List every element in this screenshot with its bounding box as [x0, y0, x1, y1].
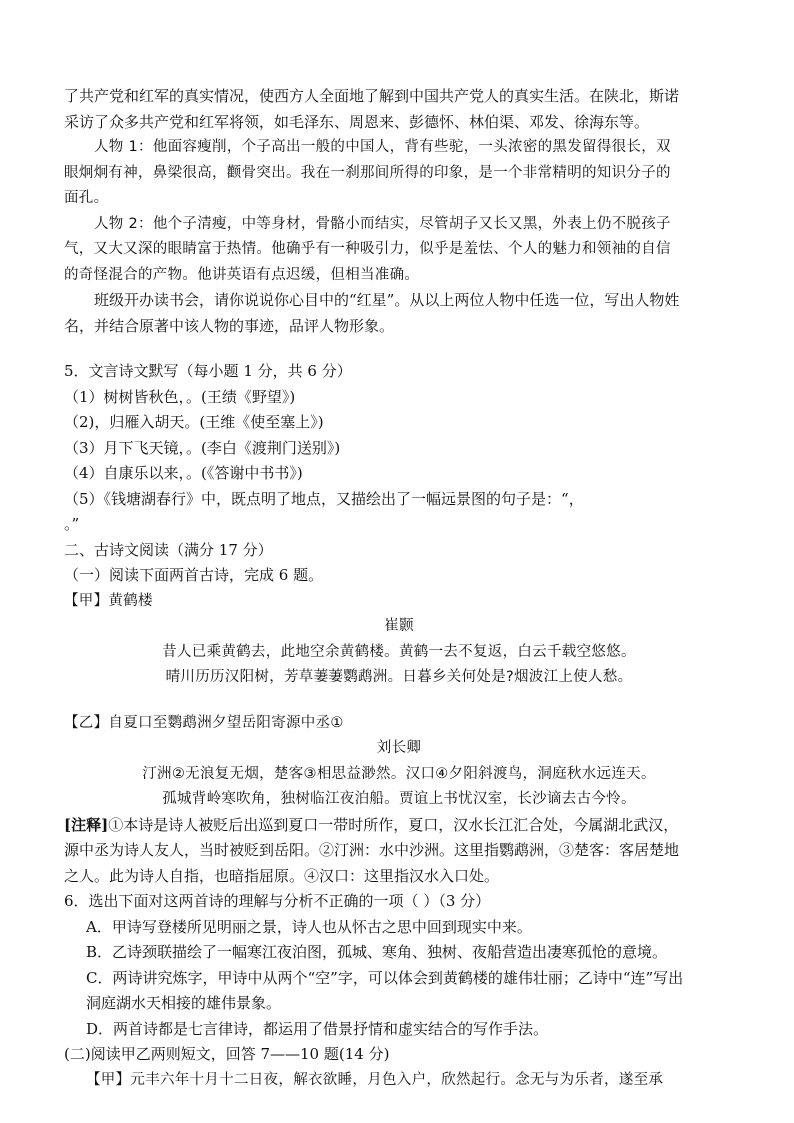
poem-b-label: 【乙】自夏口至鹦鹉洲夕望岳阳寄源中丞① — [64, 714, 344, 731]
poem-a-label: 【甲】黄鹤楼 — [64, 592, 153, 609]
notes-text: ①本诗是诗人被贬后出巡到夏口一带时所作，夏口，汉水长江汇合处，今属湖北武汉， — [108, 815, 679, 834]
section-2-sub-title: （一）阅读下面两首古诗，完成 6 题。 — [64, 566, 324, 584]
poem-a-line: 晴川历历汉阳树，芳草萋萋鹦鹉洲。日暮乡关何处是?烟波江上使人愁。 — [165, 669, 633, 685]
question-6-option: 洞庭湖水天相接的雄伟景象。 — [86, 994, 282, 1012]
question-6-option: B．乙诗颈联描绘了一幅寒江夜泊图，孤城、寒角、独树、夜船营造出凄寒孤怆的意境。 — [86, 943, 668, 961]
passage-a-line: 【甲】元丰六年十月十二日夜，解衣欲睡，月色入户，欣然起行。念无与为乐者，遂至承 — [86, 1071, 664, 1088]
person2-line: 气，又大又深的眼睛富于热情。他确乎有一种吸引力，似乎是羞怯、个人的魅力和领袖的自信 — [64, 241, 671, 257]
person1-line: 面孔。 — [64, 190, 109, 206]
notes-label: [注释] — [64, 815, 109, 834]
question-5-item: （5）《钱塘湖春行》中，既点明了地点，又描绘出了一幅远景图的句子是：“， — [64, 489, 584, 508]
intro-line: 采访了众多共产党和红军将领，如毛泽东、周恩来、彭德怀、林伯渠、邓发、徐海东等。 — [64, 112, 650, 131]
section-2b-title: (二)阅读甲乙两则短文，回答 7——10 题(14 分) — [64, 1045, 390, 1063]
intro-line: 了共产党和红军的真实情况，使西方人全面地了解到中国共产党人的真实生活。在陕北，斯诺 — [64, 87, 680, 105]
task-line: 班级开办读书会，请你说说你心目中的“红星”。从以上两位人物中任选一位，写出人物姓 — [94, 291, 680, 309]
poem-a-author: 崔颢 — [384, 618, 414, 634]
question-6-title: 6．选出下面对这两首诗的理解与分析不正确的一项（ ）（3 分） — [64, 892, 491, 910]
section-2-title: 二、古诗文阅读（满分 17 分） — [64, 540, 273, 559]
question-5-item: 。” — [64, 515, 80, 533]
question-6-option: D．两首诗都是七言律诗，都运用了借景抒情和虚实结合的写作手法。 — [86, 1019, 549, 1038]
question-5-item: （4）自康乐以来，。(《答谢中书书》) — [64, 464, 303, 482]
question-5-item: （1）树树皆秋色，。(王绩《野望》) — [64, 387, 296, 406]
question-5-title: 5．文言诗文默写（每小题 1 分，共 6 分） — [64, 362, 352, 380]
question-6-option: C．两诗讲究炼字，甲诗中从两个“空”字，可以体会到黄鹤楼的雄伟壮丽；乙诗中“连”写出 — [86, 968, 684, 987]
poem-b-author: 刘长卿 — [376, 740, 422, 756]
question-6-option: A．甲诗写登楼所见明丽之景，诗人也从怀古之思中回到现实中来。 — [86, 917, 532, 936]
task-line: 名，并结合原著中该人物的事迹，品评人物形象。 — [64, 316, 395, 335]
notes-line — [64, 813, 734, 839]
notes-line: 源中丞为诗人友人，当时被贬到岳阳。②汀洲：水中沙洲。这里指鹦鹉洲，③楚客：客居楚地 — [64, 841, 680, 859]
notes-line: 之人。此为诗人自指，也暗指屈原。④汉口：这里指汉水入口处。 — [64, 866, 500, 885]
poem-b-line: 汀洲②无浪复无烟，楚客③相思益渺然。汉口④夕阳斜渡鸟，洞庭秋水远连天。 — [142, 765, 656, 782]
question-5-item: （3）月下飞天镜，。(李白《渡荆门送别》) — [64, 438, 341, 457]
person1-line: 眼炯炯有神，鼻梁很高，颧骨突出。我在一刹那间所得的印象，是一个非常精明的知识分子的 — [64, 164, 671, 181]
question-5-item: （2)，归雁入胡天。(王维《使至塞上》) — [64, 413, 324, 431]
poem-b-line: 孤城背岭寒吹角，独树临江夜泊船。贾谊上书忧汉室，长沙谪去古今怜。 — [162, 791, 636, 807]
person2-line: 的奇怪混合的产物。他讲英语有点迟缓，但相当准确。 — [64, 266, 420, 283]
person2-line: 人物 2：他个子清瘦，中等身材，骨骼小而结实，尽管胡子又长又黑，外表上仍不脱孩子 — [94, 215, 671, 232]
person1-line: 人物 1：他面容瘦削，个子高出一般的中国人，背有些驼，一头浓密的黑发留得很长，双 — [94, 139, 671, 155]
poem-a-line: 昔人已乘黄鹤去，此地空余黄鹤楼。黄鹤一去不复返，白云千载空悠悠。 — [162, 643, 636, 660]
